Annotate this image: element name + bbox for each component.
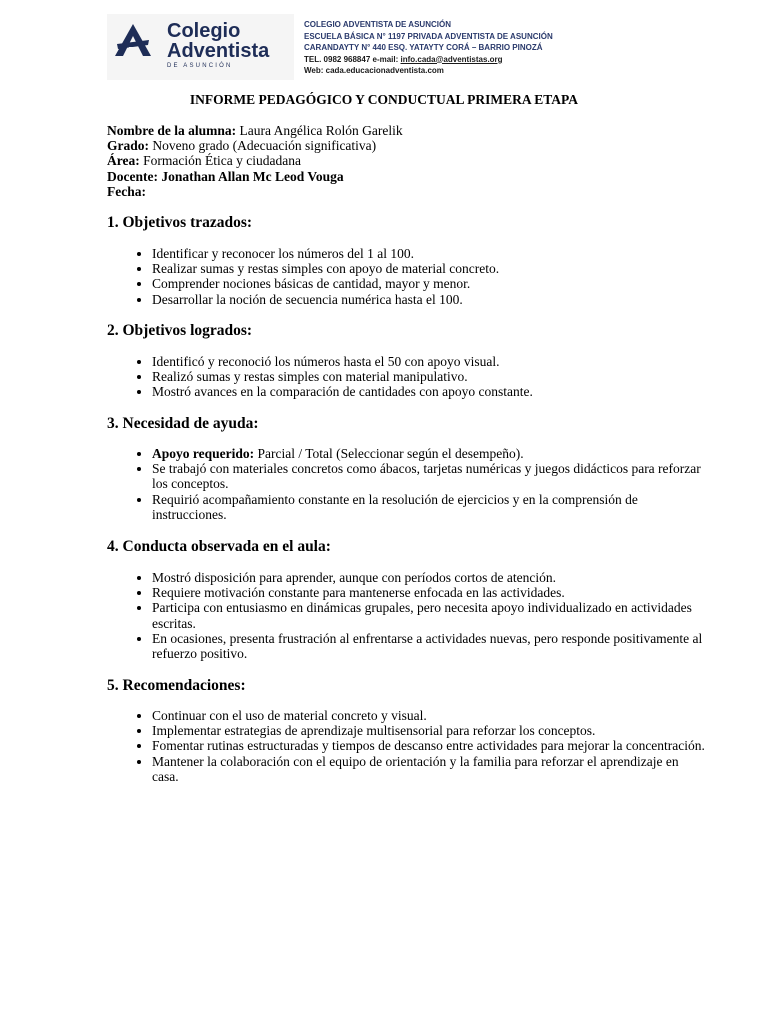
section-heading-objectives-set: 1. Objetivos trazados: (107, 214, 253, 231)
contact-school-name: COLEGIO ADVENTISTA DE ASUNCIÓN (304, 20, 451, 29)
info-date-row (107, 184, 667, 199)
list-item (152, 446, 707, 461)
section-heading-recommendations: 5. Recomendaciones: (107, 677, 246, 694)
info-teacher-value: Jonathan Allan Mc Leod Vouga (157, 168, 344, 184)
support-required-label: Apoyo requerido: (152, 446, 255, 461)
list-item: • Requirió acompañamiento constante en la resolución de ejercicios y en la comprensión de instrucciones. (152, 492, 707, 522)
list-item: • Mostró disposición para aprender, aunque con períodos cortos de atención. (152, 570, 707, 585)
info-grade-label: Grado: (107, 138, 149, 154)
school-contact-block (304, 19, 574, 77)
info-area-label: Área: (107, 153, 140, 169)
contact-web: Web: cada.educacionadventista.com (304, 66, 444, 75)
list-support-needed (107, 446, 707, 522)
info-student-row (107, 123, 667, 138)
info-area-row (107, 153, 667, 168)
list-classroom-behavior (107, 570, 707, 661)
section-heading-classroom-behavior: 4. Conducta observada en el aula: (107, 538, 331, 555)
info-teacher-row (107, 169, 667, 184)
letterhead (107, 14, 567, 80)
contact-address: CARANDAYTY N° 440 ESQ. YATAYTY CORÁ – BARRIO PINOZÁ (304, 43, 543, 52)
document-title: INFORME PEDAGÓGICO Y CONDUCTUAL PRIMERA ETAPA (189, 92, 579, 107)
list-item: • Se trabajó con materiales concretos como ábacos, tarjetas numéricas y juegos didácticos para reforzar los conceptos. (152, 461, 707, 491)
list-item: • Mostró avances en la comparación de cantidades con apoyo constante. (152, 384, 707, 399)
list-item: • Desarrollar la noción de secuencia numérica hasta el 100. (152, 292, 707, 307)
info-grade-row (107, 138, 667, 153)
list-item: • Mantener la colaboración con el equipo de orientación y la familia para reforzar el aprendizaje en casa. (152, 754, 707, 784)
list-item: • Realizó sumas y restas simples con material manipulativo. (152, 369, 707, 384)
student-info-block (107, 123, 667, 199)
info-grade-value: Noveno grado (Adecuación significativa) (149, 138, 377, 154)
list-item: • Continuar con el uso de material concreto y visual. (152, 708, 707, 723)
list-item: • Participa con entusiasmo en dinámicas grupales, pero necesita apoyo individualizado en actividades escritas. (152, 600, 707, 630)
logo-text-line2: Adventista (167, 40, 270, 62)
list-item: • Comprender nociones básicas de cantidad, mayor y menor. (152, 276, 707, 291)
info-area-value: Formación Ética y ciudadana (139, 153, 301, 169)
contact-phone: TEL. 0982 968847 e-mail: (304, 54, 401, 64)
list-item: • Fomentar rutinas estructuradas y tiempos de descanso entre actividades para mejorar la concentración. (152, 738, 707, 753)
list-item: • Requiere motivación constante para mantenerse enfocada en las actividades. (152, 585, 707, 600)
logo-subtext: DE ASUNCIÓN (167, 63, 233, 69)
logo-text-line1: Colegio (167, 20, 241, 42)
list-item: • Identificar y reconocer los números del 1 al 100. (152, 246, 707, 261)
list-item: • Implementar estrategias de aprendizaje multisensorial para reforzar los conceptos. (152, 723, 707, 738)
info-date-label: Fecha: (107, 183, 146, 199)
section-heading-objectives-achieved: 2. Objetivos logrados: (107, 322, 253, 339)
contact-email-link[interactable]: info.cada@adventistas.org (400, 54, 503, 64)
section-heading-support-needed: 3. Necesidad de ayuda: (107, 415, 259, 432)
contact-school-legal: ESCUELA BÁSICA N° 1197 PRIVADA ADVENTISTA DE ASUNCIÓN (304, 31, 553, 41)
list-item: • Identificó y reconoció los números hasta el 50 con apoyo visual. (152, 354, 707, 369)
contact-phone-email (304, 54, 574, 66)
info-student-value: Laura Angélica Rolón Garelik (236, 123, 403, 138)
list-item: • En ocasiones, presenta frustración al enfrentarse a actividades nuevas, pero responde positivamente al refuerzo positivo. (152, 631, 707, 661)
list-item: • Realizar sumas y restas simples con apoyo de material concreto. (152, 261, 707, 276)
list-objectives-achieved (107, 354, 707, 400)
info-student-label: Nombre de la alumna: (107, 123, 237, 138)
info-teacher-label: Docente: (107, 168, 158, 184)
support-required-value: Parcial / Total (Seleccionar según el desempeño). (254, 446, 524, 461)
logo-a-icon (113, 22, 153, 58)
list-recommendations (107, 708, 707, 784)
school-logo (107, 14, 294, 80)
list-objectives-set (107, 246, 707, 307)
